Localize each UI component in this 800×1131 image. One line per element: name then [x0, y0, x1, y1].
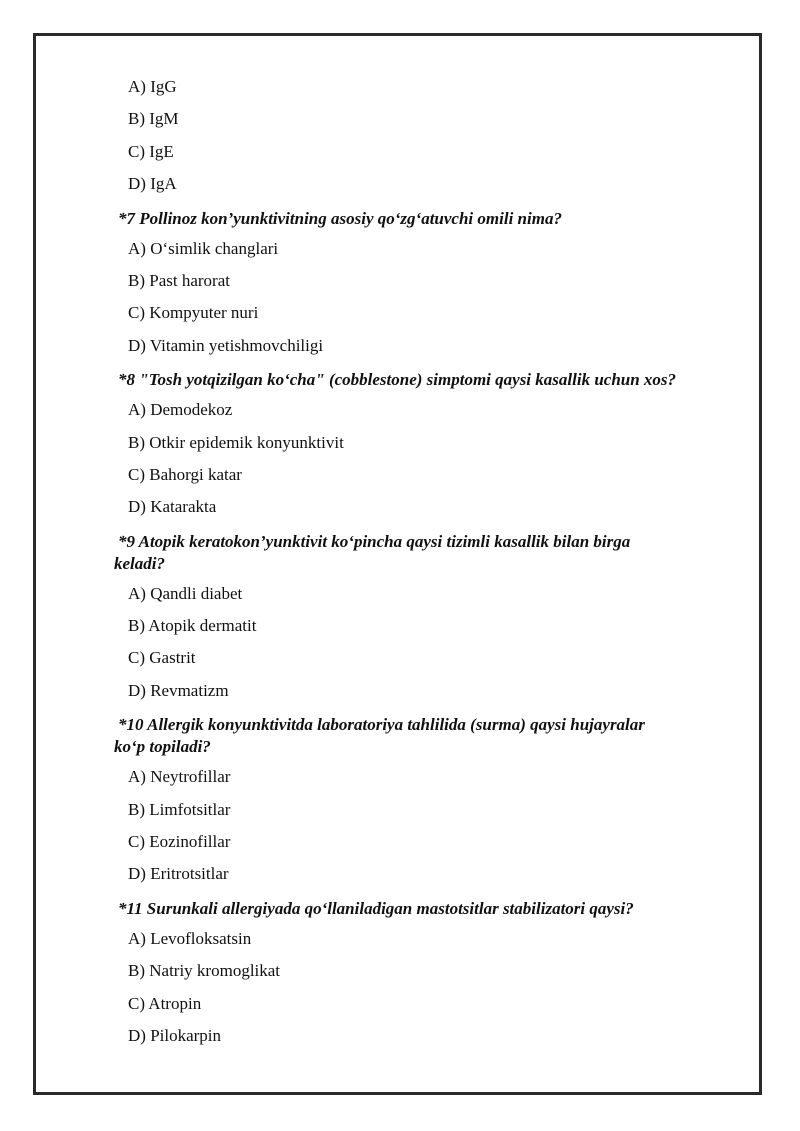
question-text-line-2: keladi?: [114, 553, 165, 573]
answer-option: B) IgM: [128, 109, 179, 129]
answer-option: A) Levofloksatsin: [128, 928, 252, 948]
answer-option: D) Eritrotsitlar: [128, 864, 229, 884]
quiz-content: [114, 74, 744, 1055]
answer-option: C) Atropin: [128, 993, 202, 1013]
question-text-line-1: *9 Atopik keratokon’yunktivit ko‘pincha qaysi tizimli kasallik bilan birga: [118, 531, 631, 551]
question-10: [114, 710, 744, 764]
answer-list: [114, 74, 744, 204]
question-text-line-2: ko‘p topiladi?: [114, 737, 211, 757]
answer-option: B) Limfotsitlar: [128, 799, 231, 819]
answer-option: B) Otkir epidemik konyunktivit: [128, 432, 344, 452]
answer-option: D) IgA: [128, 174, 177, 194]
answer-option: D) Pilokarpin: [128, 1025, 222, 1045]
answer-list: [114, 397, 744, 527]
answer-option: C) Eozinofillar: [128, 832, 231, 852]
answer-option: A) Qandli diabet: [128, 583, 243, 603]
answer-list: [114, 236, 744, 366]
answer-option: A) Demodekoz: [128, 400, 233, 420]
answer-option: A) O‘simlik changlari: [128, 238, 279, 258]
answer-option: C) IgE: [128, 141, 174, 161]
answer-option: C) Bahorgi katar: [128, 464, 242, 484]
answer-option: C) Gastrit: [128, 648, 196, 668]
question-7: [114, 204, 744, 236]
answer-option: B) Atopik dermatit: [128, 616, 257, 636]
answer-option: B) Past harorat: [128, 270, 230, 290]
answer-option: C) Kompyuter nuri: [128, 303, 259, 323]
question-8: [114, 365, 744, 397]
answer-option: D) Katarakta: [128, 497, 217, 517]
question-11: [114, 894, 744, 926]
answer-option: B) Natriy kromoglikat: [128, 961, 281, 981]
answer-option: A) Neytrofillar: [128, 767, 231, 787]
answer-list: [114, 764, 744, 894]
answer-list: [114, 926, 744, 1056]
question-9: [114, 527, 744, 581]
answer-list: [114, 581, 744, 711]
question-text-line-1: *10 Allergik konyunktivitda laboratoriya tahlilida (surma) qaysi hujayralar: [118, 715, 645, 735]
question-text: *8 "Tosh yotqizilgan ko‘cha" (cobblestone) simptomi qaysi kasallik uchun xos?: [118, 370, 677, 390]
answer-option: D) Revmatizm: [128, 680, 229, 700]
answer-option: D) Vitamin yetishmovchiligi: [128, 335, 324, 355]
answer-option: A) IgG: [128, 77, 177, 96]
question-text: *11 Surunkali allergiyada qo‘llaniladigan mastotsitlar stabilizatori qaysi?: [118, 898, 634, 918]
question-text: *7 Pollinoz kon’yunktivitning asosiy qo‘zg‘atuvchi omili nima?: [118, 208, 562, 228]
